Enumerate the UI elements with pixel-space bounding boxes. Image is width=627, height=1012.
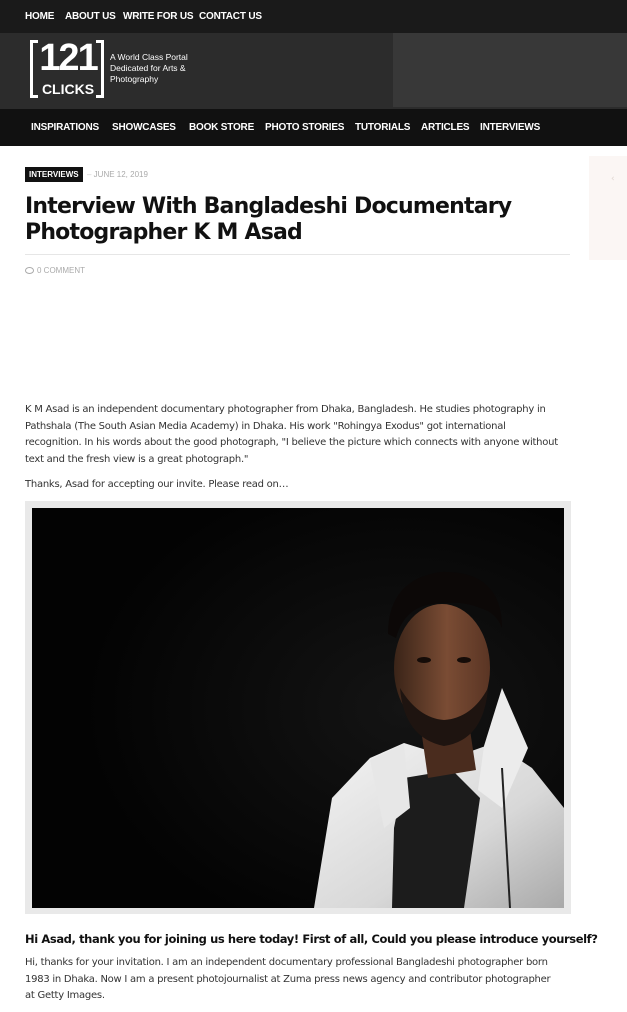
side-scroll-tab[interactable] — [589, 156, 627, 260]
comment-count-label: 0 COMMENT — [37, 266, 85, 275]
logo-bracket-right — [96, 40, 104, 98]
topbar-link-write-for-us[interactable]: WRITE FOR US — [123, 11, 194, 22]
comment-count[interactable] — [25, 266, 85, 275]
nav-item-book-store[interactable]: BOOK STORE — [189, 122, 255, 133]
nav-item-photo-stories[interactable]: PHOTO STORIES — [265, 122, 345, 133]
nav-item-articles[interactable]: ARTICLES — [421, 122, 470, 133]
interview-answer: Hi, thanks for your invitation. I am an independent documentary professional Bangladeshi photographer born 1983 in Dhaka. Now I am a present photojournalist at Zuma press news agency and contributor photographer at Getty Images. — [25, 957, 551, 1001]
header-ad-panel — [393, 33, 627, 107]
article-thanks: Thanks, Asad for accepting our invite. Please read on… — [25, 479, 289, 490]
topbar-link-home[interactable]: HOME — [25, 11, 55, 22]
interview-question: Hi Asad, thank you for joining us here today! First of all, Could you please introduce yourself? — [25, 932, 598, 946]
title-divider — [25, 254, 570, 255]
topbar-link-about-us[interactable]: ABOUT US — [65, 11, 116, 22]
nav-item-interviews[interactable]: INTERVIEWS — [480, 122, 541, 133]
featured-photo-portrait — [32, 508, 564, 908]
category-badge[interactable]: INTERVIEWS — [25, 167, 83, 182]
site-tagline: A World Class Portal Dedicated for Arts & Photography — [110, 52, 188, 84]
article-title: Interview With Bangladeshi Documentary Photographer K M Asad — [25, 194, 512, 245]
logo-bracket-left — [30, 40, 38, 98]
chevron-left-icon: ‹ — [611, 174, 615, 184]
article-intro: K M Asad is an independent documentary photographer from Dhaka, Bangladesh. He studies photography in Pathshala (The South Asian Media Academy) in Dhaka. His work "Rohingya Exodus" got international recognition. In his words about the good photograph, "I believe the picture which connects with anyone without text and the fresh view is a great photograph." — [25, 404, 558, 465]
main-navigation — [0, 109, 627, 146]
site-header — [0, 33, 627, 109]
portrait-illustration — [32, 508, 564, 908]
topbar-link-contact-us[interactable]: CONTACT US — [199, 11, 262, 22]
nav-item-inspirations[interactable]: INSPIRATIONS — [31, 122, 99, 133]
post-date: – JUNE 12, 2019 — [87, 170, 148, 179]
top-utility-bar — [0, 0, 627, 33]
comment-bubble-icon — [25, 267, 34, 274]
logo-word: CLICKS — [41, 81, 95, 97]
site-logo[interactable] — [30, 38, 110, 102]
nav-item-showcases[interactable]: SHOWCASES — [112, 122, 176, 133]
logo-number: 121 — [39, 37, 97, 79]
featured-photo-frame — [25, 501, 571, 914]
nav-item-tutorials[interactable]: TUTORIALS — [355, 122, 411, 133]
